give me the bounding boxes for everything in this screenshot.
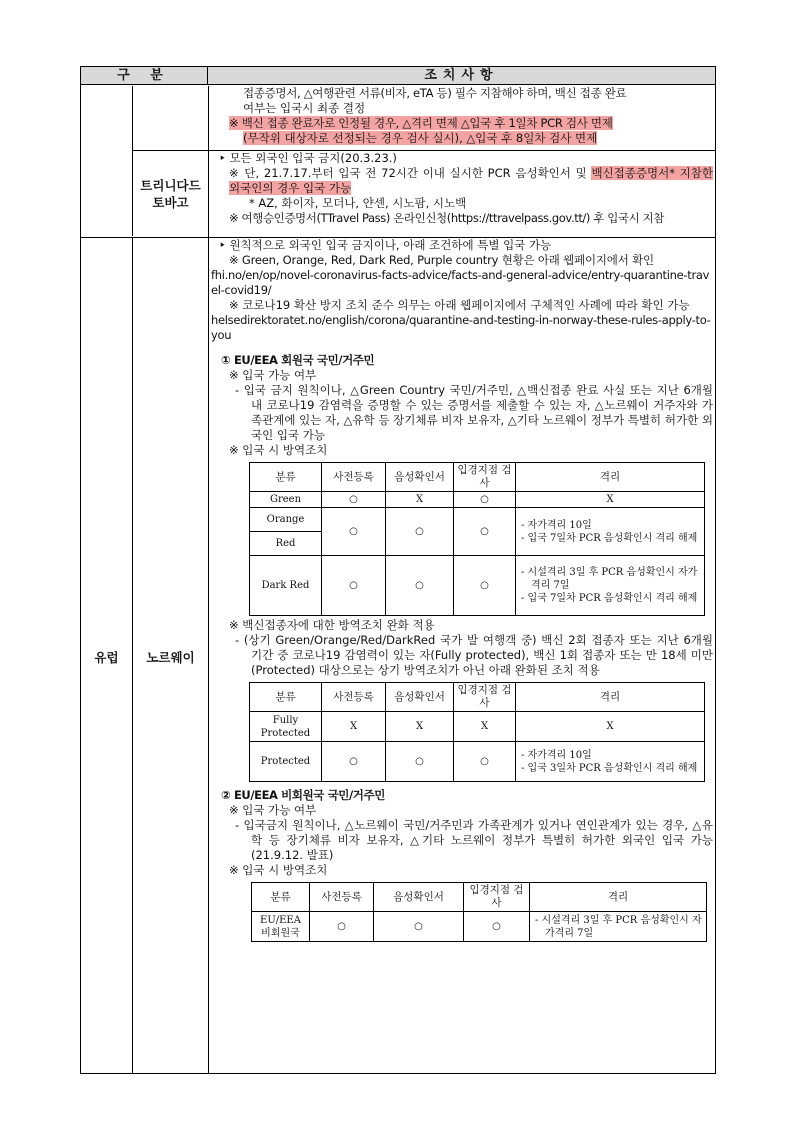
cell-registration: ○ bbox=[322, 556, 386, 616]
th-quarantine: 격리 bbox=[516, 463, 705, 492]
cell-quarantine: - 자가격리 10일 - 입국 3일차 PCR 음성확인시 격리 해제 bbox=[516, 742, 705, 782]
header-category: 구 분 bbox=[81, 67, 208, 85]
cell-category: EU/EEA 비회원국 bbox=[252, 912, 310, 942]
vaccinated-text: - (상기 Green/Orange/Red/DarkRed 국가 발 여행객 중) 백신 2회 접종자 또는 지난 6개월 기간 중 코로나19 감염력이 있는 자(Fully protected), 백신 1회 접종자 또는 만 18세 미만(Protected) 대상으로는 상기 방역조치가 아닌 아래 완화된 조치 적용 bbox=[235, 633, 713, 677]
cell-negative: ○ bbox=[386, 742, 454, 782]
norway-note2: ※ 코로나19 확산 방지 조치 준수 의무는 아래 웹페이지에서 구체적인 사례에 따라 확인 가능 bbox=[229, 298, 690, 312]
s2-measure-title: ※ 입국 시 방역조치 bbox=[229, 863, 328, 877]
table-row bbox=[250, 508, 705, 532]
row1-highlight-2: (무작위 대상자로 선정되는 경우 검사 실시), △입국 후 8일차 검사 면제 bbox=[243, 131, 598, 145]
table-eu-measures bbox=[249, 462, 705, 616]
th-quarantine: 격리 bbox=[516, 683, 705, 712]
cell-category: Protected bbox=[250, 742, 322, 782]
row2-line1: ‣ 모든 외국인 입국 금지(20.3.23.) bbox=[219, 151, 397, 165]
cell-category: Dark Red bbox=[250, 556, 322, 616]
cell-test: ○ bbox=[454, 492, 516, 508]
cell-quarantine: X bbox=[516, 492, 705, 508]
vaccinated-title: ※ 백신접종자에 대한 방역조치 완화 적용 bbox=[229, 618, 435, 632]
table-row bbox=[250, 492, 705, 508]
cell-test: X bbox=[454, 712, 516, 742]
table-row bbox=[250, 556, 705, 616]
cell-quarantine: - 시설격리 3일 후 PCR 음성확인시 자가격리 7일 bbox=[530, 912, 707, 942]
cell-registration: ○ bbox=[322, 492, 386, 508]
cell-negative: ○ bbox=[374, 912, 464, 942]
row1-content bbox=[209, 86, 716, 150]
cell-negative: ○ bbox=[386, 556, 454, 616]
grid-line bbox=[132, 86, 133, 236]
country-trinidad: 트리니다드 토바고 bbox=[140, 178, 201, 210]
table-vaccinated-measures bbox=[249, 682, 705, 782]
country-norway: 노르웨이 bbox=[146, 650, 195, 665]
cell-test: ○ bbox=[454, 508, 516, 556]
th-negative: 음성확인서 bbox=[386, 463, 454, 492]
table-header bbox=[81, 67, 715, 85]
cell-category: Green bbox=[250, 492, 322, 508]
cell-quarantine: - 자가격리 10일 - 입국 7일차 PCR 음성확인시 격리 해제 bbox=[516, 508, 705, 556]
cell-test: ○ bbox=[464, 912, 530, 942]
s1-measure-title: ※ 입국 시 방역조치 bbox=[229, 443, 328, 457]
section-eu-eea-members: ① EU/EEA 회원국 국민/거주민 bbox=[221, 353, 375, 367]
row2-line4: ※ 여행승인증명서(TTravel Pass) 온라인신청(https://ttravelpass.gov.tt/) 후 입국시 지참 bbox=[229, 211, 665, 225]
s1-entry-title: ※ 입국 가능 여부 bbox=[229, 368, 317, 382]
cell-negative: X bbox=[386, 712, 454, 742]
cell-category: Fully Protected bbox=[250, 712, 322, 742]
row2-line3: * AZ, 화이자, 모더나, 얀센, 시노팜, 시노백 bbox=[249, 196, 467, 210]
cell-registration: X bbox=[322, 712, 386, 742]
cell-registration: ○ bbox=[322, 742, 386, 782]
row1-line1: 접종증명서, △여행관련 서류(비자, eTA 등) 필수 지참해야 하며, 백신 접종 완료 bbox=[243, 86, 627, 100]
s1-entry-text: - 입국 금지 원칙이나, △Green Country 국민/거주민, △백신접종 완료 사실 또는 지난 6개월 내 코로나19 감염력을 증명할 수 있는 증명서를 제출할 수 있는 자, △노르웨이 거주자와 가족관계에 있는 자, △유학 등 장기체류 비자 보유자, △기타 노르웨이 정부가 특별히 허가한 외국인 입국 가능 bbox=[235, 383, 713, 442]
table-non-eu-measures bbox=[251, 882, 707, 942]
cell-test: ○ bbox=[454, 556, 516, 616]
th-negative: 음성확인서 bbox=[386, 683, 454, 712]
table-row bbox=[250, 742, 705, 782]
norway-note1: ※ Green, Orange, Red, Dark Red, Purple country 현황은 아래 웹페이지에서 확인 bbox=[229, 253, 654, 267]
section-eu-eea-non-members: ② EU/EEA 비회원국 국민/거주민 bbox=[221, 788, 385, 802]
cell-quarantine: - 시설격리 3일 후 PCR 음성확인시 자가격리 7일 - 입국 7일차 PCR 음성확인시 격리 해제 bbox=[516, 556, 705, 616]
row1-line2: 여부는 입국시 최종 결정 bbox=[243, 101, 366, 115]
cell-test: ○ bbox=[454, 742, 516, 782]
region-europe: 유럽 bbox=[94, 650, 119, 665]
th-quarantine: 격리 bbox=[530, 883, 707, 912]
th-border-test: 입경지점 검사 bbox=[454, 683, 516, 712]
cell-category: Red bbox=[250, 532, 322, 556]
cell-negative: ○ bbox=[386, 508, 454, 556]
th-registration: 사전등록 bbox=[322, 463, 386, 492]
norway-url2: helsedirektoratet.no/english/corona/quarantine-and-testing-in-norway-these-rules-apply-to-you bbox=[211, 313, 711, 342]
s2-entry-text: - 입국금지 원칙이나, △노르웨이 국민/거주민과 가족관계가 있거나 연인관계가 있는 경우, △유학 등 장기체류 비자 보유자, △기타 노르웨이 정부가 특별히 허가한 외국인 입국 가능(21.9.12. 발표) bbox=[235, 818, 713, 862]
row1-highlight-1: ※ 백신 접종 완료자로 인정될 경우, △격리 면제 △입국 후 1일차 PCR 검사 면제 bbox=[229, 116, 613, 130]
cell-registration: ○ bbox=[322, 508, 386, 556]
document-table bbox=[80, 66, 716, 1074]
cell-category: Orange bbox=[250, 508, 322, 532]
th-registration: 사전등록 bbox=[310, 883, 374, 912]
norway-intro: ‣ 원칙적으로 외국인 입국 금지이나, 아래 조건하에 특별 입국 가능 bbox=[219, 238, 552, 252]
th-border-test: 입경지점 검사 bbox=[464, 883, 530, 912]
norway-url1: fhi.no/en/op/novel-coronavirus-facts-advice/facts-and-general-advice/entry-quarantine-travel-covid19/ bbox=[211, 268, 710, 297]
header-measures: 조치사항 bbox=[424, 68, 499, 83]
th-registration: 사전등록 bbox=[322, 683, 386, 712]
th-category: 분류 bbox=[250, 463, 322, 492]
table-row bbox=[252, 912, 707, 942]
cell-quarantine: X bbox=[516, 712, 705, 742]
table-row bbox=[250, 712, 705, 742]
row2-highlight: 백신접종증명서* 지참한 외국인의 경우 입국 가능 bbox=[229, 166, 713, 195]
th-category: 분류 bbox=[252, 883, 310, 912]
s2-entry-title: ※ 입국 가능 여부 bbox=[229, 803, 317, 817]
row2-line2a: ※ 단, 21.7.17.부터 입국 전 72시간 이내 실시한 PCR 음성확인서 및 bbox=[229, 166, 592, 180]
row3-content bbox=[209, 238, 716, 1074]
th-negative: 음성확인서 bbox=[374, 883, 464, 912]
th-category: 분류 bbox=[250, 683, 322, 712]
th-border-test: 입경지점 검사 bbox=[454, 463, 516, 492]
cell-negative: X bbox=[386, 492, 454, 508]
cell-registration: ○ bbox=[310, 912, 374, 942]
row2-content bbox=[209, 151, 716, 237]
